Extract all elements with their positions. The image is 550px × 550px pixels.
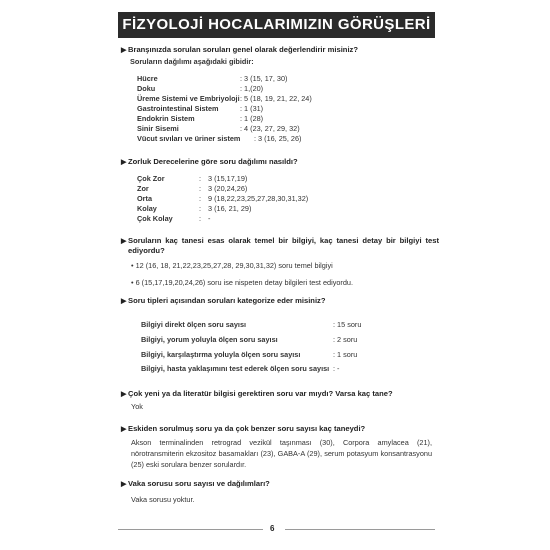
arrow-icon: ▶	[121, 238, 127, 245]
topic-label: Endokrin Sistem	[137, 114, 195, 123]
question-type-label: Bilgiyi direkt ölçen soru sayısı	[141, 320, 247, 329]
question-type-value: : -	[333, 364, 340, 373]
difficulty-value: 3 (16, 21, 29)	[208, 204, 252, 213]
arrow-icon: ▶	[121, 481, 127, 488]
topic-label: Hücre	[137, 74, 158, 83]
difficulty-label: Çok Kolay	[137, 214, 173, 223]
difficulty-value: -	[208, 214, 211, 223]
distribution-intro: Soruların dağılımı aşağıdaki gibidir:	[130, 57, 254, 66]
footer-rule-left	[118, 529, 263, 530]
topic-value: : 1,(20)	[240, 84, 264, 93]
difficulty-colon: :	[199, 194, 202, 203]
arrow-icon: ▶	[121, 391, 127, 398]
page-number: 6	[270, 524, 275, 533]
question-type-value: : 15 soru	[333, 320, 362, 329]
topic-value: : 5 (18, 19, 21, 22, 24)	[240, 94, 312, 103]
topic-label: Sinir Sisemi	[137, 124, 179, 133]
difficulty-colon: :	[199, 184, 202, 193]
question-3-line-2: ediyordu?	[128, 246, 165, 255]
difficulty-value: 3 (15,17,19)	[208, 174, 248, 183]
arrow-icon: ▶	[121, 298, 127, 305]
topic-value: : 1 (28)	[240, 114, 264, 123]
answer-7: Vaka sorusu yoktur.	[131, 495, 195, 504]
question-7	[121, 479, 439, 490]
footer-rule-right	[285, 529, 435, 530]
topic-value: : 1 (31)	[240, 104, 264, 113]
answer-5: Yok	[131, 402, 143, 411]
difficulty-colon: :	[199, 204, 202, 213]
question-type-value: : 1 soru	[333, 350, 358, 359]
difficulty-label: Zor	[137, 184, 149, 193]
answer-6: Akson terminalinden retrograd vezikül taşınması (30), Corpora amylacea (21), nörotransmiterin ekzositoz basamakları (23), GABA-A (29), serum potasyum konsantrasyonu (25) eski sorulara benzer sorulardır.	[131, 438, 432, 469]
question-4-text: Soru tipleri açısından soruları kategorize eder misiniz?	[128, 296, 326, 305]
question-2-text: Zorluk Derecelerine göre soru dağılımı nasıldı?	[128, 157, 298, 166]
question-type-label: Bilgiyi, yorum yoluyla ölçen soru sayısı	[141, 335, 278, 344]
topic-label: Doku	[137, 84, 156, 93]
question-5-text: Çok yeni ya da literatür bilgisi gerektiren soru var mıydı? Varsa kaç tane?	[128, 389, 393, 398]
difficulty-colon: :	[199, 214, 202, 223]
question-7-text: Vaka sorusu soru sayısı ve dağılımları?	[128, 479, 270, 488]
page-title-banner: FİZYOLOJİ HOCALARIMIZIN GÖRÜŞLERİ	[118, 12, 435, 38]
question-type-label: Bilgiyi, hasta yaklaşımını test ederek ölçen soru sayısı	[141, 364, 330, 373]
question-5	[121, 389, 439, 400]
topic-label: Vücut sıvıları ve üriner sistem	[137, 134, 241, 143]
question-3-text: Soruların kaç tanesi esas olarak temel bir bilgiyi, kaç tanesi detay bir bilgiyi test	[128, 236, 439, 245]
bullet-item: • 12 (16, 18, 21,22,23,25,27,28, 29,30,31,32) soru temel bilgiyi	[131, 261, 333, 270]
difficulty-colon: :	[199, 174, 202, 183]
question-6	[121, 424, 439, 435]
question-type-value: : 2 soru	[333, 335, 358, 344]
difficulty-label: Kolay	[137, 204, 157, 213]
question-1	[121, 45, 439, 56]
difficulty-label: Çok Zor	[137, 174, 165, 183]
question-2	[121, 157, 439, 168]
arrow-icon: ▶	[121, 47, 127, 54]
topic-label: Gastrointestinal Sistem	[137, 104, 219, 113]
difficulty-label: Orta	[137, 194, 153, 203]
arrow-icon: ▶	[121, 159, 127, 166]
question-4	[121, 296, 439, 307]
question-type-label: Bilgiyi, karşılaştırma yoluyla ölçen soru sayısı	[141, 350, 301, 359]
topic-label: Üreme Sistemi ve Embriyoloji	[137, 94, 240, 103]
difficulty-value: 3 (20,24,26)	[208, 184, 248, 193]
topic-value: : 4 (23, 27, 29, 32)	[240, 124, 300, 133]
topic-value: : 3 (15, 17, 30)	[240, 74, 288, 83]
question-1-text: Branşınızda sorulan soruları genel olarak değerlendirir misiniz?	[128, 45, 358, 54]
bullet-item: • 6 (15,17,19,20,24,26) soru ise nispeten detay bilgileri test ediyordu.	[131, 278, 354, 287]
question-6-text: Eskiden sorulmuş soru ya da çok benzer soru sayısı kaç taneydi?	[128, 424, 366, 433]
topic-value: : 3 (16, 25, 26)	[254, 134, 302, 143]
arrow-icon: ▶	[121, 426, 127, 433]
difficulty-value: 9 (18,22,23,25,27,28,30,31,32)	[208, 194, 309, 203]
